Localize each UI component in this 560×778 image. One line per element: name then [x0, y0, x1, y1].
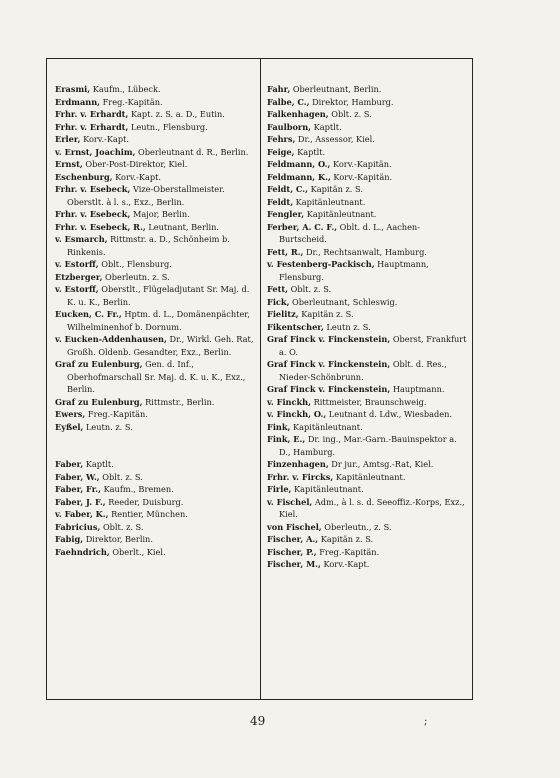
directory-entry: [267, 158, 467, 171]
entry-name: Graf zu Eulenburg,: [55, 396, 143, 407]
entry-name: Faber,: [55, 459, 84, 469]
entry-details: Kapitänleutnant.: [335, 471, 406, 482]
directory-entry: [55, 358, 255, 396]
directory-entry: [55, 133, 255, 146]
entry-name: v. Fischel,: [267, 496, 313, 507]
entry-details: Reeder, Duisburg.: [108, 496, 184, 507]
entry-details: Kaptlt.: [313, 121, 342, 132]
directory-entry: [55, 233, 255, 258]
directory-entry: [267, 96, 467, 109]
entry-name: Erasmi,: [55, 84, 91, 94]
entry-details: Oberleutnant, Berlin.: [292, 84, 382, 94]
entry-details: Major, Berlin.: [132, 209, 190, 219]
directory-entry: [267, 208, 467, 221]
directory-entry: [267, 421, 467, 434]
directory-entry: [55, 83, 255, 96]
entry-name: Fahr,: [267, 84, 291, 94]
entry-details: Korv.-Kapt.: [115, 171, 162, 182]
entry-details: Korv.-Kapt.: [83, 134, 129, 144]
directory-entry: [267, 333, 467, 358]
entry-details: Leutnant, Berlin.: [148, 221, 219, 232]
entry-details: Kapitän z. S.: [320, 534, 374, 544]
entry-name: Erler,: [55, 134, 81, 144]
directory-entry: [267, 258, 467, 283]
directory-entry: [267, 483, 467, 496]
directory-entry: [55, 308, 255, 333]
entry-name: v. Estorff,: [55, 259, 99, 269]
entry-name: Graf zu Eulenburg,: [55, 359, 143, 369]
entry-name: Eschenburg,: [55, 171, 113, 182]
entry-name: Frhr. v. Fircks,: [267, 471, 334, 482]
entry-details: Kapitänleutnant.: [306, 209, 377, 219]
entry-details: Leutn. z. S.: [86, 421, 133, 432]
directory-entry: [267, 296, 467, 309]
left-column: [55, 83, 255, 558]
entry-details: Freg.-Kapitän.: [102, 96, 163, 107]
page-frame: [46, 58, 473, 700]
entry-name: v. Faber, K.,: [55, 509, 109, 519]
entry-details: Kapitänleutnant.: [293, 421, 363, 432]
entry-name: von Fischel,: [267, 521, 322, 532]
directory-entry: [55, 121, 255, 134]
entry-name: Fabricius,: [55, 521, 101, 532]
entry-name: Etzberger,: [55, 271, 103, 282]
entry-name: v. Festenberg-Packisch,: [267, 259, 375, 269]
directory-entry: [267, 146, 467, 159]
entry-details: Dr jur., Amtsg.-Rat, Kiel.: [331, 459, 434, 469]
entry-name: Firle,: [267, 484, 292, 494]
entry-details: Oberleutnant d. R., Berlin.: [138, 146, 249, 157]
entry-name: Frhr. v. Esebeck,: [55, 184, 131, 194]
directory-entry: [267, 558, 467, 571]
entry-details: Rittmstr. a. D., Schönheim b. Rinkenis.: [67, 234, 230, 257]
entry-details: Kaufm., Bremen.: [103, 484, 174, 494]
directory-entry: [267, 471, 467, 484]
entry-details: Kaufm., Lübeck.: [92, 84, 161, 94]
directory-entry: [267, 533, 467, 546]
entry-name: Fink, E.,: [267, 434, 306, 444]
entry-name: Fink,: [267, 421, 291, 432]
entry-details: Oblt. z. S.: [331, 109, 372, 119]
entry-name: Fikentscher,: [267, 321, 324, 332]
entry-details: Kapitänleutnant.: [294, 484, 364, 494]
right-column: [267, 83, 467, 571]
entry-name: Eyßel,: [55, 421, 84, 432]
entry-name: Fischer, A.,: [267, 534, 319, 544]
directory-entry: [267, 171, 467, 184]
directory-entry: [267, 496, 467, 521]
entry-name: Eucken, C. Fr.,: [55, 309, 122, 319]
entry-details: Hauptmann.: [392, 384, 445, 394]
entry-details: Rittmeister, Braunschweig.: [313, 396, 427, 407]
entry-details: Adm., à l. s. d. Seeoffiz.-Korps, Exz., Kiel.: [279, 496, 465, 519]
entry-details: Leutnant d. Ldw., Wiesbaden.: [328, 409, 452, 419]
directory-entry: [55, 108, 255, 121]
entry-name: Fielitz,: [267, 309, 299, 319]
directory-entry: [267, 308, 467, 321]
directory-entry: [55, 508, 255, 521]
entry-details: Dr., Rechtsanwalt, Hamburg.: [305, 246, 427, 257]
directory-entry: [55, 171, 255, 184]
directory-entry: [55, 546, 255, 559]
entry-details: Oberleutn., z. S.: [324, 521, 392, 532]
directory-entry: [267, 83, 467, 96]
entry-name: Fischer, M.,: [267, 559, 321, 569]
column-divider: [260, 59, 261, 699]
directory-entry: [267, 396, 467, 409]
entry-details: Hauptmann, Flensburg.: [279, 259, 429, 282]
entry-name: Graf Finck v. Finckenstein,: [267, 359, 391, 369]
entry-name: v. Eucken-Addenhausen,: [55, 334, 167, 344]
entry-details: Kaptlt.: [85, 459, 114, 469]
directory-entry: [267, 383, 467, 396]
entry-name: v. Ernst, Joachim,: [55, 146, 136, 157]
directory-entry: [267, 121, 467, 134]
entry-name: Feldt,: [267, 196, 294, 207]
directory-entry: [55, 271, 255, 284]
entry-details: Kapitän z. S.: [301, 309, 354, 319]
entry-name: Fischer, P.,: [267, 546, 317, 557]
entry-details: Oblt. z. S.: [102, 521, 144, 532]
entry-details: Korv.-Kapitän.: [333, 171, 393, 182]
entry-details: Rittmstr., Berlin.: [145, 396, 215, 407]
entry-details: Leutn z. S.: [326, 321, 371, 332]
entry-name: Feldt, C.,: [267, 184, 308, 194]
entry-name: Frhr. v. Esebeck,: [55, 209, 131, 219]
entry-name: v. Esmarch,: [55, 234, 108, 244]
entry-name: v. Finckh,: [267, 396, 311, 407]
entry-name: Falkenhagen,: [267, 109, 329, 119]
directory-entry: [267, 546, 467, 559]
directory-entry: [55, 146, 255, 159]
entry-details: Oblt. z. S.: [290, 284, 332, 294]
entry-name: Fett, R.,: [267, 246, 304, 257]
entry-details: Oberst, Frankfurt a. O.: [279, 334, 467, 357]
directory-entry: [55, 458, 255, 471]
directory-entry: [55, 421, 255, 434]
entry-name: Feldmann, O.,: [267, 159, 331, 169]
entry-name: Feldmann, K.,: [267, 171, 331, 182]
entry-details: Leutn., Flensburg.: [130, 121, 208, 132]
entry-name: Ewers,: [55, 409, 86, 419]
entry-name: Feige,: [267, 146, 295, 157]
entry-details: Gen. d. Inf., Oberhofmarschall Sr. Maj. d. K. u. K., Exz., Berlin.: [67, 359, 246, 394]
entry-details: Kapitän z. S.: [310, 184, 363, 194]
directory-entry: [267, 408, 467, 421]
entry-details: Dr., Wirkl. Geh. Rat, Großh. Oldenb. Gesandter, Exz., Berlin.: [67, 334, 254, 357]
entry-name: Falbe, C.,: [267, 96, 310, 107]
directory-entry: [267, 133, 467, 146]
entry-name: Faber, Fr.,: [55, 484, 101, 494]
directory-entry: [267, 246, 467, 259]
entry-name: Fengler,: [267, 209, 305, 219]
directory-entry: [55, 183, 255, 208]
directory-entry: [55, 483, 255, 496]
entry-name: Graf Finck v. Finckenstein,: [267, 334, 391, 344]
entry-name: Faehndrich,: [55, 546, 110, 557]
entry-name: Ferber, A. C. F.,: [267, 221, 338, 232]
entry-details: Oblt. z. S.: [102, 471, 143, 482]
entry-details: Hptm. d. L., Domänenpächter, Wilhelminenhof b. Dornum.: [67, 309, 250, 332]
entry-details: Dr. ing., Mar.-Garn.-Bauinspektor a. D., Hamburg.: [279, 434, 457, 457]
entry-details: Freg.-Kapitän.: [319, 546, 380, 557]
directory-entry: [55, 471, 255, 484]
directory-entry: [55, 408, 255, 421]
entry-name: Frhr. v. Esebeck, R.,: [55, 221, 146, 232]
entry-name: Faber, W.,: [55, 471, 100, 482]
entry-details: Kapitänleutnant.: [295, 196, 366, 207]
entry-details: Oblt. d. Res., Nieder-Schönbrunn.: [279, 359, 447, 382]
entry-details: Ober-Post-Direktor, Kiel.: [85, 159, 188, 169]
entry-name: Erdmann,: [55, 96, 101, 107]
directory-entry: [267, 458, 467, 471]
directory-entry: [267, 321, 467, 334]
entry-details: Korv.-Kapt.: [323, 559, 370, 569]
directory-entry: [55, 221, 255, 234]
entry-name: Fehrs,: [267, 134, 296, 144]
entry-name: Ernst,: [55, 159, 83, 169]
directory-entry: [55, 283, 255, 308]
entry-details: Oberstlt., Flügeladjutant Sr. Maj. d. K. u. K., Berlin.: [67, 284, 250, 307]
directory-entry: [267, 433, 467, 458]
entry-name: v. Estorff,: [55, 284, 99, 294]
directory-entry: [55, 258, 255, 271]
entry-details: Oberleutnant, Schleswig.: [292, 296, 398, 307]
directory-entry: [55, 333, 255, 358]
entry-details: Kapt. z. S. a. D., Eutin.: [130, 109, 225, 119]
entry-name: Faulborn,: [267, 121, 312, 132]
entry-details: Freg.-Kapitän.: [87, 409, 148, 419]
directory-entry: [267, 196, 467, 209]
directory-entry: [55, 496, 255, 509]
entry-details: Kaptlt.: [297, 146, 326, 157]
directory-entry: [55, 208, 255, 221]
entry-details: Direktor, Berlin.: [85, 534, 153, 544]
entry-details: Dr., Assessor, Kiel.: [297, 134, 375, 144]
entry-details: Oberlt., Kiel.: [112, 546, 166, 557]
entry-name: Fick,: [267, 296, 290, 307]
entry-name: Fabig,: [55, 534, 84, 544]
directory-entry: [267, 108, 467, 121]
entry-details: Oblt., Flensburg.: [101, 259, 172, 269]
directory-entry: [55, 521, 255, 534]
directory-entry: [267, 283, 467, 296]
entry-name: Faber, J. F.,: [55, 496, 106, 507]
page-mark: ;: [424, 716, 428, 727]
directory-entry: [267, 183, 467, 196]
section-gap: [55, 433, 255, 458]
directory-entry: [55, 533, 255, 546]
entry-details: Korv.-Kapitän.: [332, 159, 392, 169]
entry-details: Rentier, München.: [111, 509, 188, 519]
entry-name: Finzenhagen,: [267, 459, 329, 469]
entry-name: v. Finckh, O.,: [267, 409, 327, 419]
directory-entry: [55, 396, 255, 409]
directory-entry: [55, 158, 255, 171]
directory-entry: [267, 358, 467, 383]
entry-details: Oberleutn. z. S.: [105, 271, 170, 282]
entry-details: Direktor, Hamburg.: [312, 96, 394, 107]
entry-details: Oblt. d. L., Aachen-Burtscheid.: [279, 221, 420, 244]
entry-name: Frhr. v. Erhardt,: [55, 109, 129, 119]
page-number: 49: [250, 714, 266, 728]
directory-entry: [55, 96, 255, 109]
directory-entry: [267, 521, 467, 534]
entry-details: Vize-Oberstallmeister. Oberstlt. à l. s., Exz., Berlin.: [67, 184, 225, 207]
entry-name: Fett,: [267, 284, 288, 294]
entry-name: Graf Finck v. Finckenstein,: [267, 384, 391, 394]
entry-name: Frhr. v. Erhardt,: [55, 121, 129, 132]
directory-entry: [267, 221, 467, 246]
